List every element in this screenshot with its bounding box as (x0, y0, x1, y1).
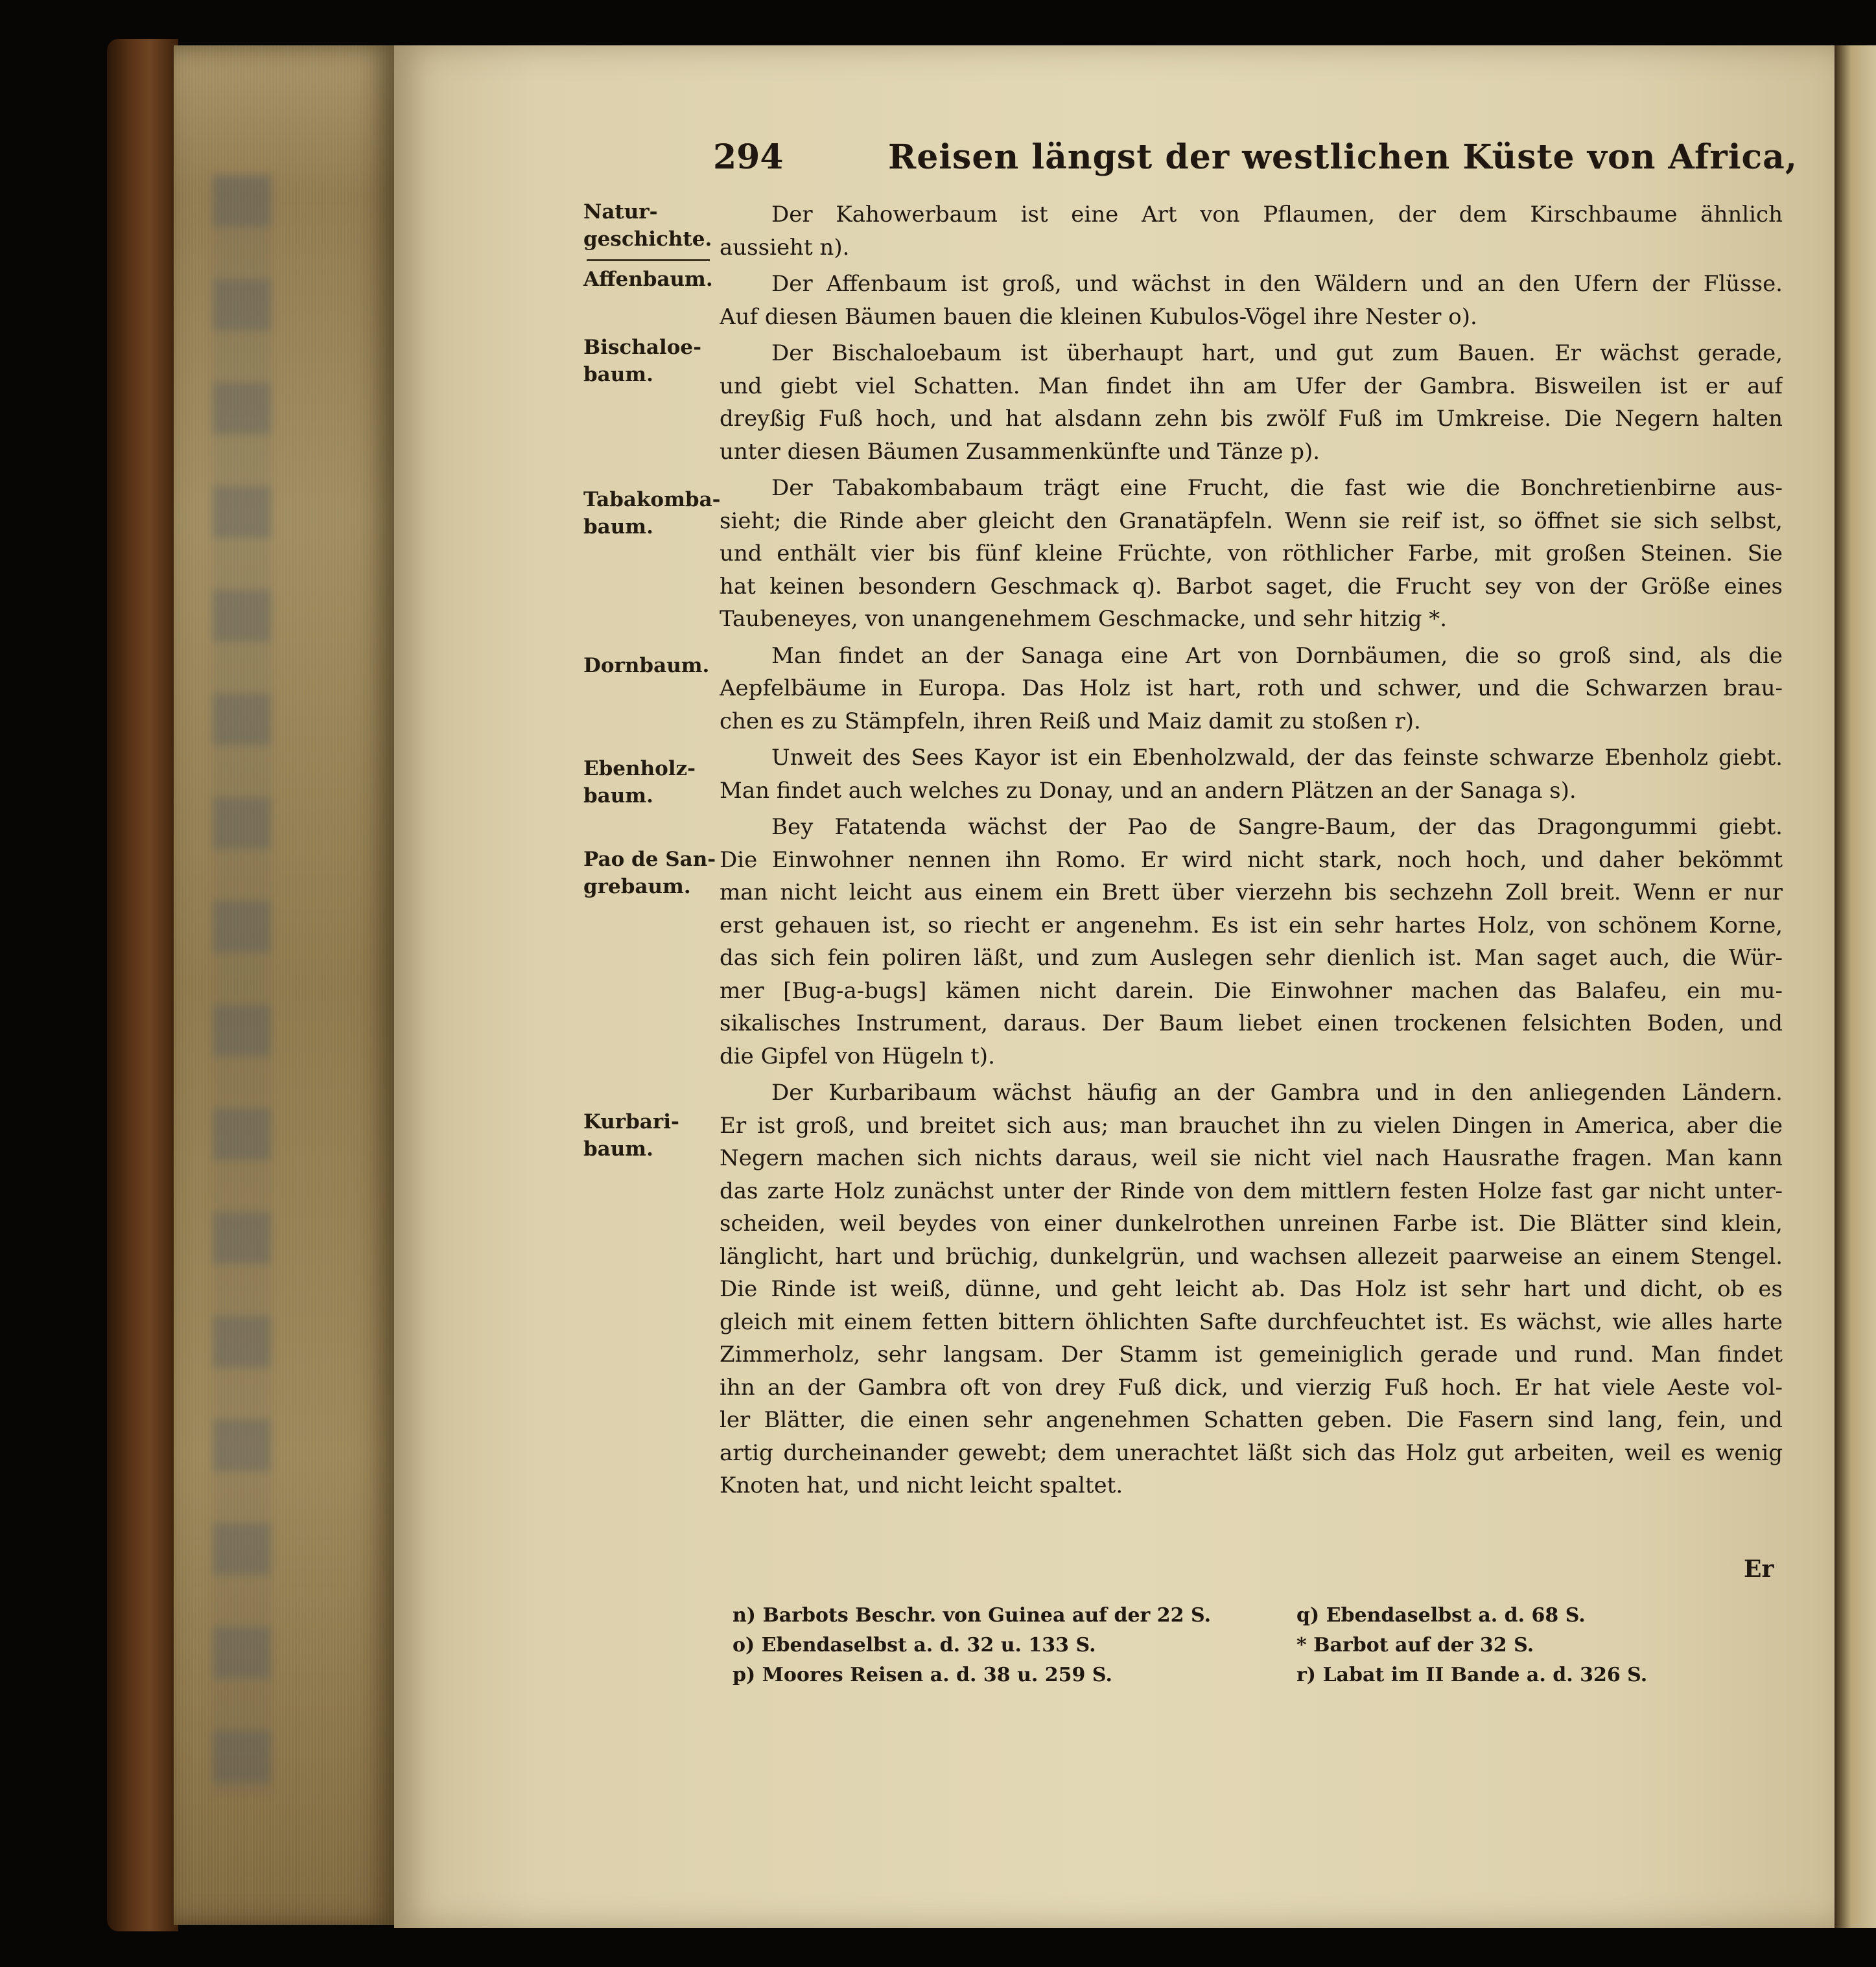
margin-note-line: Bischaloe- (583, 336, 701, 359)
text-line: Der Kurbaribaum wächst häufig an der Gambra und in den anliegenden Ländern. (771, 1080, 1783, 1106)
text-line: Die Einwohner nennen ihn Romo. Er wird nicht stark, noch hoch, und daher bekömmt (720, 846, 1783, 873)
paragraph-bischaloebaum (720, 337, 1783, 468)
text-line: sieht; die Rinde aber gleicht den Granatäpfeln. Wenn sie reif ist, so öffnet sie sich selbst, (720, 507, 1783, 534)
margin-note (583, 198, 726, 253)
facing-page-edge (1835, 45, 1876, 1928)
margin-note-line: geschichte. (583, 227, 712, 251)
text-line: man nicht leicht aus einem ein Brett über vierzehn bis sechzehn Zoll breit. Wenn er nur (720, 879, 1783, 905)
body-text (720, 198, 1783, 1502)
margin-note-line: Dornbaum. (583, 654, 710, 677)
margin-note (583, 1108, 726, 1163)
paragraph-affenbaum (720, 268, 1783, 333)
margin-note (583, 755, 726, 809)
margin-note-line: baum. (583, 515, 653, 539)
text-line: und giebt viel Schatten. Man findet ihn am Ufer der Gambra. Bisweilen ist er auf (720, 373, 1783, 399)
text-line: Zimmerholz, sehr langsam. Der Stamm ist gemeiniglich gerade und rund. Man findet (720, 1342, 1783, 1368)
text-line: Auf diesen Bäumen bauen die kleinen Kubulos-Vögel ihre Nester o). (720, 303, 1477, 330)
footnote: q) Ebendaselbst a. d. 68 S. (1296, 1604, 1586, 1627)
margin-note-line: Affenbaum. (583, 268, 713, 291)
margin-note-line: Kurbari- (583, 1110, 679, 1134)
footnote: o) Ebendaselbst a. d. 32 u. 133 S. (733, 1634, 1096, 1657)
text-line: gleich mit einem fetten bittern öhlichten Safte durchfeuchtet ist. Es wächst, wie alles harte (720, 1309, 1783, 1335)
text-line: erst gehauen ist, so riecht er angenehm. Es ist ein sehr hartes Holz, von schönem Korne, (720, 912, 1783, 938)
margin-note (583, 266, 726, 293)
text-line: Er ist groß, und breitet sich aus; man brauchet ihn zu vielen Dingen in America, aber die (720, 1112, 1783, 1139)
running-head (713, 137, 1798, 189)
margin-note (583, 846, 726, 900)
text-line: hat keinen besondern Geschmack q). Barbot saget, die Frucht sey von der Größe eines (720, 573, 1783, 599)
text-line: Unweit des Sees Kayor ist ein Ebenholzwald, der das feinste schwarze Ebenholz giebt. (771, 745, 1783, 771)
text-line: dreyßig Fuß hoch, und hat alsdann zehn bis zwölf Fuß im Umkreise. Die Negern halten (720, 406, 1783, 432)
text-line: Knoten hat, und nicht leicht spaltet. (720, 1472, 1123, 1498)
text-line: Der Kahowerbaum ist eine Art von Pflaumen, der dem Kirschbaume ähnlich (771, 202, 1783, 227)
text-line: das zarte Holz zunächst unter der Rinde von dem mittlern festen Holze fast gar nicht unter- (720, 1178, 1783, 1204)
page-number: 294 (713, 137, 784, 177)
catchword: Er (1744, 1555, 1774, 1583)
running-title: Reisen längst der westlichen Küste von Africa, (888, 137, 1798, 177)
margin-note-line: Pao de San- (583, 848, 716, 871)
text-line: ler Blätter, die einen sehr angenehmen Schatten geben. Die Fasern sind lang, fein, und (720, 1407, 1783, 1433)
margin-note-line: Tabakomba- (583, 488, 721, 511)
footnotes-left-column (733, 1601, 1211, 1690)
footnote: * Barbot auf der 32 S. (1296, 1634, 1534, 1657)
footnotes-right-column (1296, 1601, 1647, 1690)
text-line: sikalisches Instrument, daraus. Der Baum liebet einen trockenen felsichten Boden, und (720, 1010, 1783, 1036)
text-line: Die Rinde ist weiß, dünne, und geht leicht ab. Das Holz ist sehr hart und dicht, ob es (720, 1276, 1783, 1302)
text-line: Bey Fatatenda wächst der Pao de Sangre-Baum, der das Dragongummi giebt. (771, 814, 1783, 840)
text-line: Der Bischaloebaum ist überhaupt hart, und gut zum Bauen. Er wächst gerade, (771, 340, 1783, 366)
margin-note-line: Ebenholz- (583, 757, 696, 780)
paragraph-tabakombabaum (720, 472, 1783, 636)
text-line: unter diesen Bäumen Zusammenkünfte und Tänze p). (720, 438, 1320, 465)
text-line: mer [Bug-a-bugs] kämen nicht darein. Die Einwohner machen das Balafeu, ein mu- (720, 977, 1783, 1004)
text-line: scheiden, weil beydes von einer dunkelrothen unreinen Farbe ist. Die Blätter sind klein, (720, 1211, 1783, 1237)
margin-note-line: grebaum. (583, 875, 691, 898)
footnote: p) Moores Reisen a. d. 38 u. 259 S. (733, 1664, 1112, 1686)
margin-note (583, 334, 726, 388)
footnote: r) Labat im II Bande a. d. 326 S. (1296, 1664, 1648, 1686)
text-line: Der Affenbaum ist groß, und wächst in den Wäldern und an den Ufern der Flüsse. (771, 271, 1783, 297)
page-block-edges (174, 45, 394, 1925)
margin-note-line: Natur- (583, 200, 658, 224)
text-line: Negern machen sich nichts daraus, weil sie nicht viel nach Hausrathe fragen. Man kann (720, 1145, 1783, 1171)
text-line: aussieht n). (720, 234, 850, 261)
text-line: Aepfelbäume in Europa. Das Holz ist hart, roth und schwer, und die Schwarzen brau- (720, 675, 1783, 701)
margin-note (583, 486, 726, 541)
text-line: die Gipfel von Hügeln t). (720, 1043, 995, 1069)
paragraph-ebenholzbaum (720, 741, 1783, 807)
margin-note-rule (587, 259, 710, 261)
text-line: Man findet an der Sanaga eine Art von Dornbäumen, die so groß sind, als die (771, 642, 1783, 669)
text-line: chen es zu Stämpfeln, ihren Reiß und Maiz damit zu stoßen r). (720, 708, 1421, 734)
paragraph-kurbaribaum (720, 1077, 1783, 1502)
margin-note (583, 652, 726, 679)
text-line: Der Tabakombabaum trägt eine Frucht, die fast wie die Bonchretienbirne aus- (771, 475, 1783, 501)
book-cover-edge (107, 39, 178, 1931)
paragraph-pao-de-sangre (720, 811, 1783, 1073)
text-line: artig durcheinander gewebt; dem unerachtet läßt sich das Holz gut arbeiten, weil es wenig (720, 1439, 1783, 1466)
text-line: Man findet auch welches zu Donay, und an andern Plätzen an der Sanaga s). (720, 777, 1577, 804)
text-line: Taubeneyes, von unangenehmem Geschmacke, und sehr hitzig *. (720, 606, 1448, 632)
paragraph-kahowerbaum (720, 198, 1783, 264)
paragraph-dornbaum (720, 640, 1783, 738)
margin-note-line: baum. (583, 363, 653, 386)
footnote: n) Barbots Beschr. von Guinea auf der 22 S. (733, 1604, 1212, 1627)
text-line: länglicht, hart und brüchig, dunkelgrün, und wachsen allezeit paarweise an einem Stengel. (720, 1243, 1783, 1270)
text-line: ihn an der Gambra oft von drey Fuß dick, und vierzig Fuß hoch. Er hat viele Aeste vol- (720, 1374, 1783, 1401)
text-line: und enthält vier bis fünf kleine Früchte, von röthlicher Farbe, mit großen Steinen. Sie (720, 541, 1783, 566)
margin-note-line: baum. (583, 1137, 653, 1161)
margin-note-line: baum. (583, 784, 653, 808)
text-line: das sich fein poliren läßt, und zum Auslegen sehr dienlich ist. Man saget auch, die Wür- (720, 945, 1783, 971)
